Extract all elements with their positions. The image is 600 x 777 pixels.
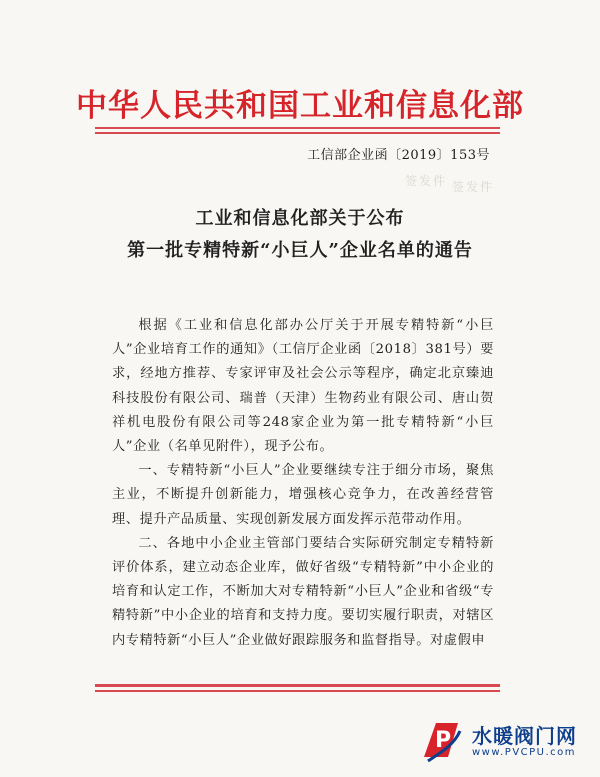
document-number: 工信部企业函〔2019〕153号 [307,148,490,163]
header-rule-bottom [95,132,500,134]
paragraph-3: 二、各地中小企业主管部门要结合实际研究制定专精特新评价体系，建立动态企业库，做好省级“专精特新”中小企业的培育和认定工作，不断加大对专精特新“小巨人”企业和省级“专精特新”中小企业的培育和支持力度。要切实履行职责，对辖区内专精特新“小巨人”企业做好跟踪服务和监督指导。对虚假申 [112,535,494,648]
header-rule-top [95,127,500,129]
site-logo-icon [418,719,462,763]
footer-rule-bottom [95,690,500,692]
faded-stamp-text: 签发件 [405,174,448,188]
watermark-site-name: 水暖阀门网 [472,724,577,748]
faded-stamp-text-2: 签发件 [452,180,495,194]
notice-body [112,314,494,653]
watermark-site-url: www.PVCPU.com [472,747,577,758]
site-watermark [412,715,590,767]
footer-rule-top [95,684,500,687]
logo-letter: P [434,728,452,753]
paragraph-1: 根据《工业和信息化部办公厅关于开展专精特新“小巨人”企业培育工作的通知》（工信厅企业函〔2018〕381号）要求，经地方推荐、专家评审及社会公示等程序，确定北京臻迪科技股份有限公司、瑞普（天津）生物药业有限公司、唐山贺祥机电股份有限公司等248家企业为第一批专精特新“小巨人”企业（名单见附件），现予公布。 [112,318,494,455]
issuer-header: 中华人民共和国工业和信息化部 [76,88,524,124]
notice-title-line-2: 第一批专精特新“小巨人”企业名单的通告 [127,240,473,261]
paragraph-2: 一、专精特新“小巨人”企业要继续专注于细分市场，聚焦主业，不断提升创新能力，增强核心竞争力，在改善经营管理、提升产品质量、实现创新发展方面发挥示范带动作用。 [112,463,494,527]
notice-title-line-1: 工业和信息化部关于公布 [195,208,405,229]
